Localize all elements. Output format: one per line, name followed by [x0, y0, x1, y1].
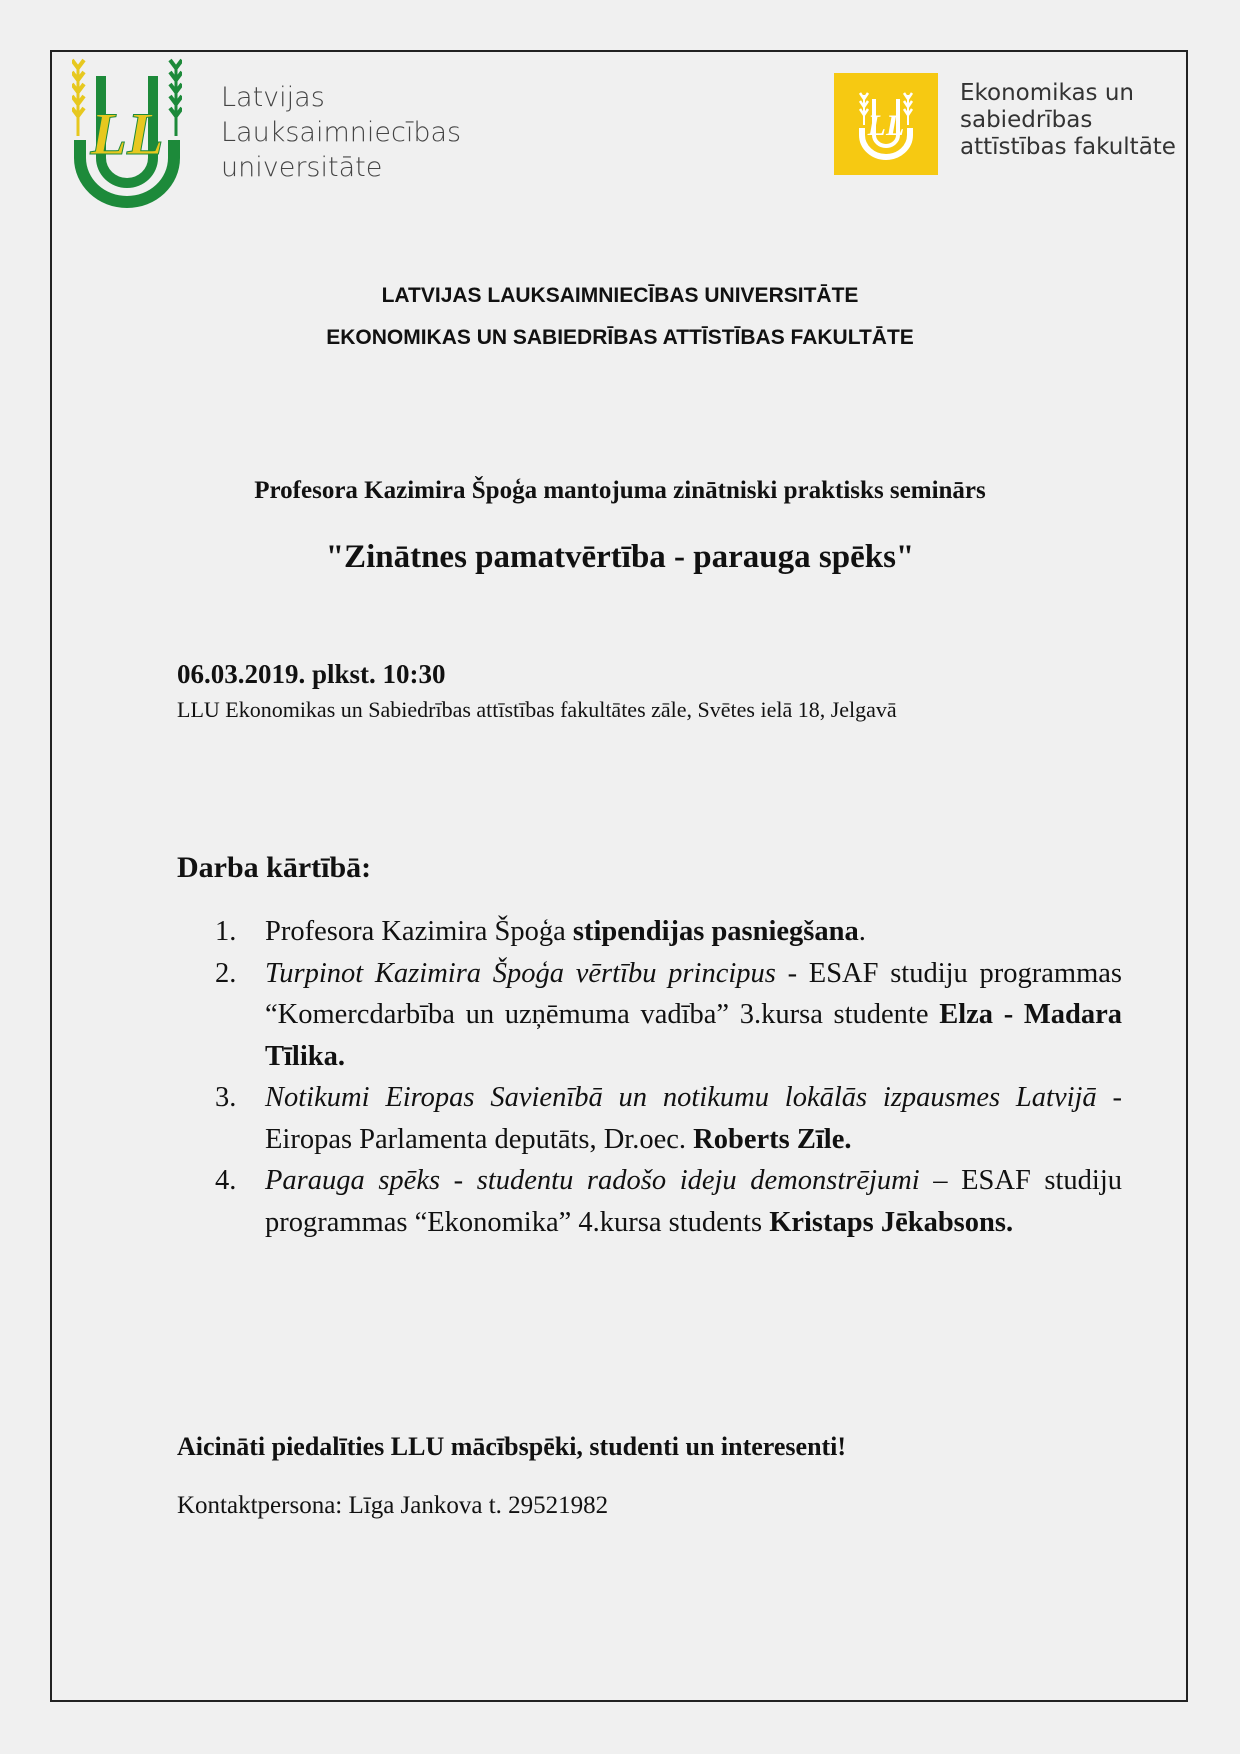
seminar-title: "Zinātnes pamatvērtība - parauga spēks" [325, 539, 915, 575]
event-datetime: 06.03.2019. plkst. 10:30 [177, 659, 446, 689]
seminar-subtitle: Profesora Kazimira Špoģa mantojuma zinātniski praktisks seminārs [254, 477, 986, 504]
agenda-item-number: 3. [215, 1082, 237, 1113]
agenda-text-italic: Notikumi Eiropas Savienībā un notikumu lokālās izpausmes Latvijā [265, 1082, 1097, 1113]
event-venue: LLU Ekonomikas un Sabiedrības attīstības fakultātes zāle, Svētes ielā 18, Jelgavā [177, 697, 897, 722]
agenda-text-bold: Roberts Zīle. [693, 1123, 852, 1155]
agenda-item-text [265, 1165, 1122, 1238]
agenda-text-normal: . [858, 916, 866, 947]
llu-logo-letters: LL [90, 101, 164, 167]
llu-name-line: universitāte [221, 152, 383, 183]
wheat-left-icon [72, 60, 84, 136]
agenda-text-bold: Elza - Madara Tīlika. [265, 999, 1123, 1072]
agenda-item-number: 1. [215, 916, 237, 947]
agenda-text-bold: Kristaps Jēkabsons. [769, 1206, 1014, 1238]
agenda-text-normal: Profesora Kazimira Špoģa [265, 916, 573, 947]
agenda-item [207, 911, 1122, 953]
agenda-item-text [265, 916, 866, 947]
agenda-text-normal: - ESAF studiju programmas “Komercdarbība un uzņēmuma vadība” 3.kursa studente [265, 957, 1122, 1030]
llu-name [221, 80, 461, 185]
faculty-name-line: sabiedrības [960, 107, 1093, 133]
agenda-text-normal: – ESAF studiju programmas “Ekonomika” 4.kursa students [265, 1165, 1122, 1238]
faculty-name-line: attīstības fakultāte [960, 134, 1176, 160]
agenda-heading: Darba kārtībā: [177, 851, 372, 884]
agenda-item-number: 4. [215, 1165, 237, 1196]
esaf-logo-letters: LL [867, 109, 905, 142]
llu-name-line: Latvijas [221, 82, 325, 113]
agenda-list [207, 911, 1122, 1243]
agenda-item [207, 1160, 1122, 1243]
faculty-title: EKONOMIKAS UN SABIEDRĪBAS ATTĪSTĪBAS FAKULTĀTE [326, 326, 914, 349]
llu-logo [72, 58, 182, 210]
agenda-item [207, 1077, 1122, 1160]
esaf-logo [834, 73, 938, 175]
faculty-name [960, 80, 1176, 161]
agenda-text-normal: - Eiropas Parlamenta deputāts, Dr.oec. [265, 1082, 1123, 1155]
agenda-item-text [265, 1082, 1122, 1155]
agenda-item-number: 2. [215, 957, 237, 989]
invitation-text: Aicināti piedalīties LLU mācībspēki, studenti un interesenti! [177, 1432, 847, 1461]
faculty-name-line: Ekonomikas un [960, 80, 1135, 106]
wheat-right-icon [170, 60, 182, 136]
university-title: LATVIJAS LAUKSAIMNIECĪBAS UNIVERSITĀTE [381, 284, 859, 307]
agenda-item [207, 953, 1122, 1078]
agenda-text-italic: Parauga spēks - studentu radošo ideju demonstrējumi [265, 1165, 920, 1196]
contact-info: Kontaktpersona: Līga Jankova t. 29521982 [177, 1492, 609, 1519]
agenda-text-bold: stipendijas pasniegšana [572, 916, 859, 947]
llu-name-line: Lauksaimniecības [221, 117, 462, 148]
agenda-text-italic: Turpinot Kazimira Špoģa vērtību principus [265, 957, 776, 989]
agenda-item-text [265, 958, 1122, 1072]
